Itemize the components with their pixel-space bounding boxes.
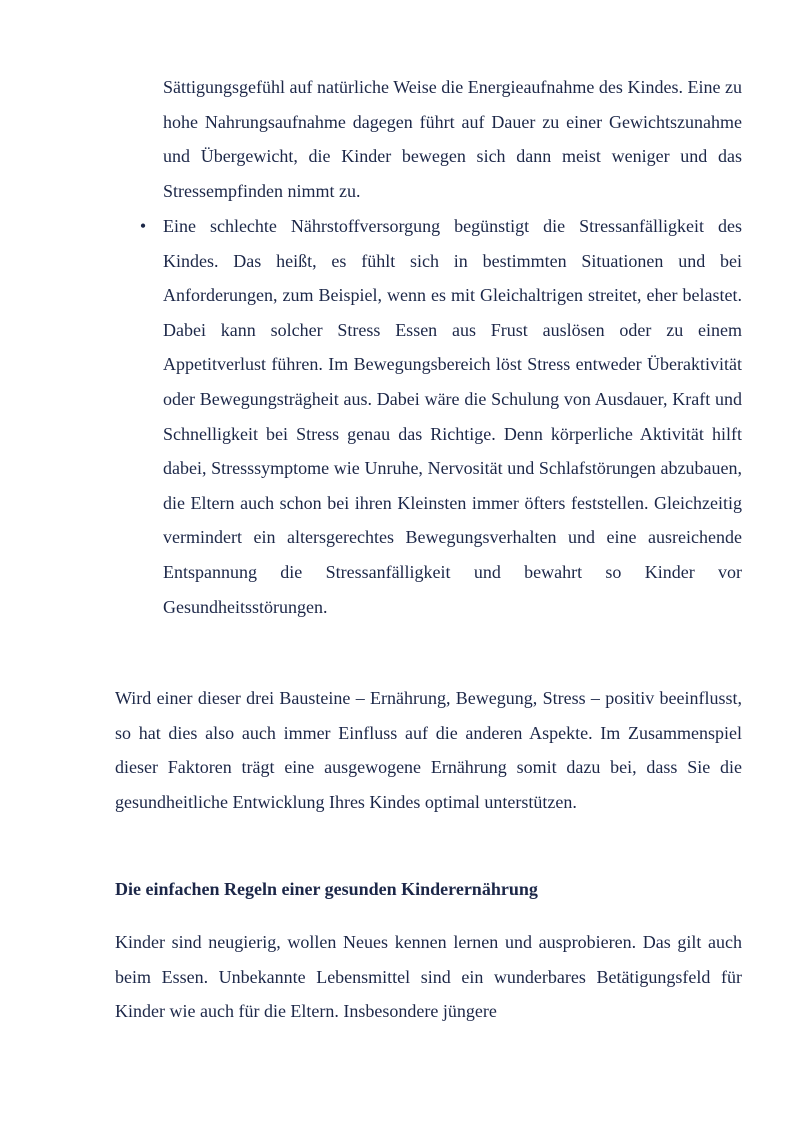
list-item-continuation: Sättigungsgefühl auf natürliche Weise die Energieaufnahme des Kindes. Eine zu hohe Nahrungsaufnahme dagegen führt auf Dauer zu einer Gewichtszunahme und Übergewicht, die Kinder bewegen sich dann meist weniger und das Stressempfinden nimmt zu. xyxy=(163,77,742,201)
section-heading: Die einfachen Regeln einer gesunden Kinderernährung xyxy=(115,879,538,899)
body-paragraph: Kinder sind neugierig, wollen Neues kennen lernen und ausprobieren. Das gilt auch beim Essen. Unbekannte Lebensmittel sind ein wunderbares Betätigungsfeld für Kinder wie auch für die Eltern. Insbesondere jüngere xyxy=(115,932,742,1022)
list-item-text: Eine schlechte Nährstoffversorgung begünstigt die Stressanfälligkeit des Kindes. Das heißt, es fühlt sich in bestimmten Situationen und bei Anforderungen, zum Beispiel, wenn es mit Gleichaltrigen streitet, eher belastet. Dabei kann solcher Stress Essen aus Frust auslösen oder zu einem Appetitverlust führen. Im Bewegungsbereich löst Stress entweder Überaktivität oder Bewegungsträgheit aus. Dabei wäre die Schulung von Ausdauer, Kraft und Schnelligkeit bei Stress genau das Richtige. Denn körperliche Aktivität hilft dabei, Stresssymptome wie Unruhe, Nervosität und Schlafstörungen abzubauen, die Eltern auch schon bei ihren Kleinsten immer öfters feststellen. Gleichzeitig vermindert ein altersgerechtes Bewegungsverhalten und eine ausreichende Entspannung die Stressanfälligkeit und bewahrt so Kinder vor Gesundheitsstörungen. xyxy=(163,216,742,617)
list-item xyxy=(139,209,742,624)
bullet-icon: • xyxy=(139,216,147,236)
body-paragraph: Wird einer dieser drei Bausteine – Ernährung, Bewegung, Stress – positiv beeinflusst, so hat dies also auch immer Einfluss auf die anderen Aspekte. Im Zusammenspiel dieser Faktoren trägt eine ausgewogene Ernährung somit dazu bei, dass Sie die gesundheitliche Entwicklung Ihres Kindes optimal unterstützen. xyxy=(115,688,742,812)
